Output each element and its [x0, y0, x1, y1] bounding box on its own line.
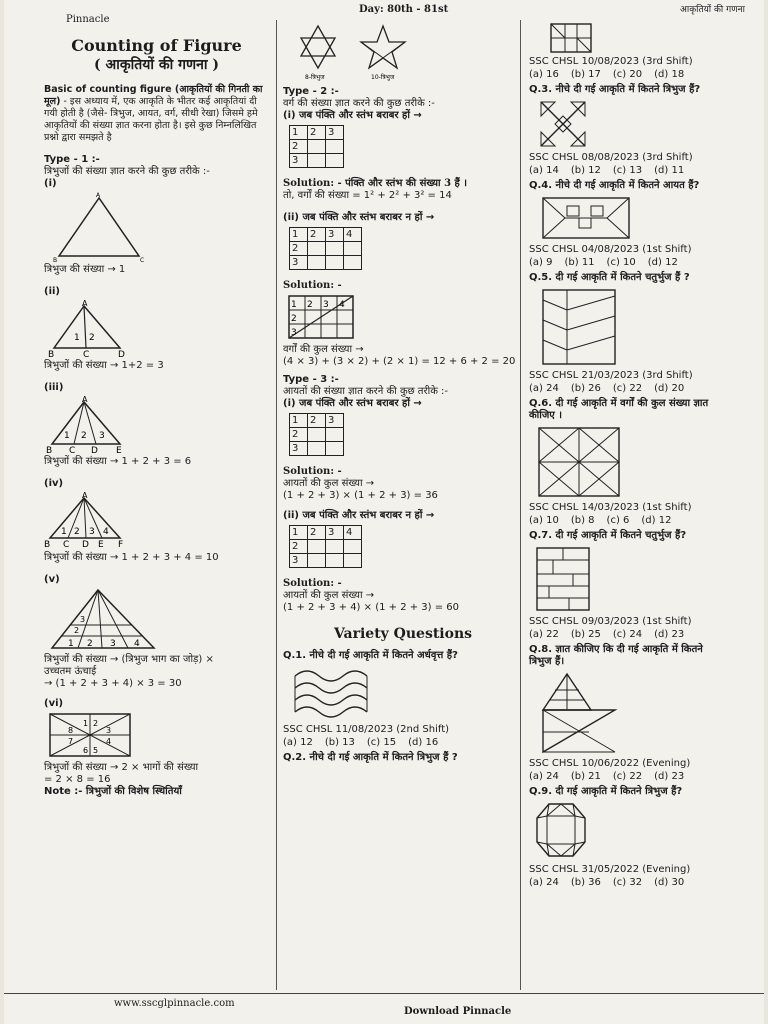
type1-heading: Type - 1 :- [44, 154, 100, 165]
type2-case-ii: (ii) जब पंक्ति और स्तंभ बराबर न हों → [283, 212, 435, 223]
q5-figure [529, 286, 649, 368]
svg-text:4: 4 [339, 300, 345, 310]
grid-4x3-diagonal [283, 294, 363, 342]
q8-option-d[interactable]: (d) 23 [654, 771, 685, 782]
part-label-2: 2 [74, 527, 80, 537]
page-footer [4, 993, 764, 1024]
part-label-7: 7 [68, 737, 74, 746]
q8-text-line1: Q.8. ज्ञात कीजिए कि दी गई आकृति में कितने [529, 644, 703, 655]
q7-option-c[interactable]: (c) 24 [612, 629, 643, 640]
q4-figure [529, 194, 649, 242]
q2-source: SSC CHSL 10/08/2023 (3rd Shift) [529, 56, 693, 67]
case-iii-label: (iii) [44, 382, 64, 393]
column-middle [276, 20, 523, 990]
q3-figure [529, 98, 609, 150]
q7-option-b[interactable]: (b) 25 [570, 629, 601, 640]
q2-option-d[interactable]: (d) 18 [654, 69, 685, 80]
part-label-4: 4 [106, 737, 112, 746]
q9-figure [529, 800, 649, 862]
q2-option-b[interactable]: (b) 17 [570, 69, 601, 80]
total-rect2-calc: (1 + 2 + 3 + 4) × (1 + 2 + 3) = 60 [283, 602, 460, 613]
svg-text:3: 3 [323, 300, 329, 310]
part-label-1: 1 [64, 431, 70, 441]
solution2-heading: Solution: - [283, 280, 342, 291]
q6-option-c[interactable]: (c) 6 [606, 515, 630, 526]
triangle-figure-v [44, 588, 174, 652]
type3-case-i: (i) जब पंक्ति और स्तंभ बराबर हों → [283, 398, 422, 409]
part-label-2: 2 [81, 431, 87, 441]
vertex-label-c: C [63, 540, 70, 550]
q2-options [529, 69, 764, 80]
q6-options [529, 515, 764, 526]
running-header: आकृतियों की गणना [680, 5, 745, 15]
star1-caption: 8-त्रिभुज [305, 74, 325, 81]
svg-text:3: 3 [291, 328, 297, 338]
q7-figure [529, 544, 649, 614]
q9-option-b[interactable]: (b) 36 [570, 877, 601, 888]
q6-source: SSC CHSL 14/03/2023 (1st Shift) [529, 502, 692, 513]
q9-option-a[interactable]: (a) 24 [529, 877, 559, 888]
intro-text: - इस अध्याय में, एक आकृति के भीतर कई आकृतियां दी गयी होती है (जैसे- त्रिभुज, आयत, वर्ग, सीधी रेखा) जिसमे हमे आकृतियों की संख्या ज्ञात करना होता है। इसे कुछ निम्नलिखित प्रश्नो द्वारा समझते है [44, 96, 258, 143]
q7-source: SSC CHSL 09/03/2023 (1st Shift) [529, 616, 692, 627]
case-v-label: (v) [44, 574, 60, 585]
q5-option-c[interactable]: (c) 22 [612, 383, 643, 394]
grid-3x3: 1 2 3 2 3 [289, 125, 344, 168]
case-ii-result: त्रिभुजों की संख्या → 1+2 = 3 [44, 360, 164, 371]
q9-options [529, 877, 764, 888]
type2-heading: Type - 2 :- [283, 86, 339, 97]
q7-option-a[interactable]: (a) 22 [529, 629, 559, 640]
q8-figure [529, 670, 649, 756]
q1-option-b[interactable]: (b) 13 [324, 737, 355, 748]
total-rect-label: आयतों की कुल संख्या → [283, 478, 375, 489]
part-label-1: 1 [74, 333, 80, 343]
q3-source: SSC CHSL 08/08/2023 (3rd Shift) [529, 152, 693, 163]
variety-heading: Variety Questions [333, 626, 473, 642]
q5-option-d[interactable]: (d) 20 [654, 383, 685, 394]
intro-paragraph [44, 84, 269, 144]
case-v-result-line2: उच्चतम ऊंचाई [44, 666, 97, 677]
footer-download: Download Pinnacle [404, 1006, 512, 1017]
q1-source: SSC CHSL 11/08/2023 (2nd Shift) [283, 724, 450, 735]
vertex-label-a: A [96, 192, 101, 199]
q1-semicircle-figure [283, 664, 393, 722]
brand-name: Pinnacle [66, 14, 110, 25]
part-label-2: 2 [87, 639, 93, 649]
vertex-label-c: C [140, 257, 145, 262]
q9-text: Q.9. दी गई आकृति में कितने त्रिभुज हैं? [529, 786, 683, 797]
q8-text-line2: त्रिभुज हैं। [529, 656, 565, 667]
q6-option-b[interactable]: (b) 8 [570, 515, 595, 526]
type3-case-ii: (ii) जब पंक्ति और स्तंभ बराबर न हों → [283, 510, 435, 521]
vertex-label-a: A [82, 300, 88, 308]
q8-source: SSC CHSL 10/06/2022 (Evening) [529, 758, 691, 769]
vertex-label-b: B [53, 257, 58, 262]
level-label-2: 2 [74, 626, 80, 635]
part-label-6: 6 [83, 746, 89, 755]
q4-options [529, 257, 764, 268]
q1-options [283, 737, 523, 748]
q4-option-d[interactable]: (d) 12 [647, 257, 678, 268]
q5-option-a[interactable]: (a) 24 [529, 383, 559, 394]
chapter-title-hindi: ( आकृतियों की गणना ) [94, 57, 219, 73]
q6-figure [529, 424, 649, 500]
q5-options [529, 383, 764, 394]
part-label-2: 2 [93, 719, 99, 728]
vertex-label-e: E [98, 540, 104, 550]
q8-option-c[interactable]: (c) 22 [612, 771, 643, 782]
type3-description: आयतों की संख्या ज्ञात करने की कुछ तरीके :- [283, 386, 449, 397]
q3-option-d[interactable]: (d) 11 [654, 165, 685, 176]
case-v-result-line1: त्रिभुजों की संख्या → (त्रिभुज भाग का जोड़) × [44, 654, 214, 665]
q3-option-b[interactable]: (b) 12 [570, 165, 601, 176]
q7-options [529, 629, 764, 640]
type2-case-i: (i) जब पंक्ति और स्तंभ बराबर हों → [283, 110, 422, 121]
solution3-heading: Solution: - [283, 466, 342, 477]
type1-description: त्रिभुजों की संख्या ज्ञात करने की कुछ तरीके :- [44, 166, 210, 177]
q5-option-b[interactable]: (b) 26 [570, 383, 601, 394]
q3-text: Q.3. नीचे दी गई आकृति में कितने त्रिभुज हैं? [529, 84, 701, 95]
vertex-label-b: B [44, 540, 51, 550]
q9-option-d[interactable]: (d) 30 [654, 877, 685, 888]
q1-option-a[interactable]: (a) 12 [283, 737, 313, 748]
vertex-label-d: D [118, 350, 125, 358]
total-rect-calc: (1 + 2 + 3) × (1 + 2 + 3) = 36 [283, 490, 438, 501]
day-label: Day: 80th - 81st [359, 4, 449, 15]
solution4-heading: Solution: - [283, 578, 342, 589]
rectangle-figure-vi [44, 712, 164, 760]
q1-text: Q.1. नीचे दी गई आकृति में कितने अर्धवृत्त हैं? [283, 650, 458, 661]
total-squares-label: वर्गों की कुल संख्या → [283, 344, 364, 355]
textbook-page [4, 0, 764, 1024]
case-v-result-line3: → (1 + 2 + 3 + 4) × 3 = 30 [44, 678, 182, 689]
total-rect2-label: आयतों की कुल संख्या → [283, 590, 375, 601]
q3-option-c[interactable]: (c) 13 [612, 165, 643, 176]
q6-text-line2: कीजिए । [529, 410, 563, 421]
level-label-3: 3 [80, 615, 86, 624]
q7-option-d[interactable]: (d) 23 [654, 629, 685, 640]
star-figures [283, 22, 423, 84]
vertex-label-d: D [82, 540, 89, 550]
vertex-label-c: C [83, 350, 90, 358]
type3-heading: Type - 3 :- [283, 374, 339, 385]
case-vi-result-line1: त्रिभुजों की संख्या → 2 × भागों की संख्या [44, 762, 199, 773]
star2-caption: 10-त्रिभुज [371, 74, 395, 81]
column-right [520, 20, 764, 990]
q4-option-c[interactable]: (c) 10 [606, 257, 636, 268]
part-label-3: 3 [99, 431, 105, 441]
vertex-label-b: B [48, 350, 55, 358]
part-label-3: 3 [106, 726, 112, 735]
case-iv-label: (iv) [44, 478, 64, 489]
grid-4x3: 1 2 3 4 2 3 [289, 227, 362, 270]
case-vi-result-line2: = 2 × 8 = 16 [44, 774, 111, 785]
part-label-3: 3 [89, 527, 95, 537]
vertex-label-f: F [118, 540, 124, 550]
chapter-title: Counting of Figure [71, 36, 242, 55]
svg-text:1: 1 [291, 300, 297, 310]
q6-text-line1: Q.6. दी गई आकृति में वर्गों की कुल संख्या ज्ञात [529, 398, 709, 409]
column-left [44, 20, 269, 990]
vertex-label-b: B [46, 446, 53, 454]
case-ii-label: (ii) [44, 286, 60, 297]
q2-text: Q.2. नीचे दी गई आकृति में कितने त्रिभुज हैं ? [283, 752, 458, 763]
q7-text: Q.7. दी गई आकृति में कितने चतुर्भुज हैं? [529, 530, 687, 541]
part-label-1: 1 [68, 639, 74, 649]
solution1-line2: तो, वर्गों की संख्या = 1² + 2² + 3² = 14 [283, 190, 452, 201]
q2-option-c[interactable]: (c) 20 [612, 69, 643, 80]
vertex-label-c: C [69, 446, 76, 454]
total-squares-calc: (4 × 3) + (3 × 2) + (2 × 1) = 12 + 6 + 2 = 20 [283, 356, 516, 367]
triangle-figure-iv [44, 492, 164, 550]
case-i-result: त्रिभुज की संख्या → 1 [44, 264, 126, 275]
q4-text: Q.4. नीचे दी गई आकृति में कितने आयत हैं? [529, 180, 700, 191]
part-label-4: 4 [134, 639, 140, 649]
q5-source: SSC CHSL 21/03/2023 (3rd Shift) [529, 370, 693, 381]
intro-heading: Basic of counting figure (आकृतियों की गिनती का मूल) [44, 84, 263, 107]
case-iii-result: त्रिभुजों की संख्या → 1 + 2 + 3 = 6 [44, 456, 192, 467]
q4-option-b[interactable]: (b) 11 [564, 257, 595, 268]
q9-option-c[interactable]: (c) 32 [612, 877, 643, 888]
case-vi-label: (vi) [44, 698, 64, 709]
triangle-figure-ii [44, 300, 164, 358]
part-label-2: 2 [89, 333, 95, 343]
grid-3x3-rect: 1 2 3 2 3 [289, 413, 344, 456]
part-label-3: 3 [110, 639, 116, 649]
case-i-label: (i) [44, 178, 57, 189]
q4-source: SSC CHSL 04/08/2023 (1st Shift) [529, 244, 692, 255]
q6-option-d[interactable]: (d) 12 [641, 515, 672, 526]
q8-option-b[interactable]: (b) 21 [570, 771, 601, 782]
q4-option-a[interactable]: (a) 9 [529, 257, 553, 268]
part-label-4: 4 [103, 527, 109, 537]
part-label-5: 5 [93, 746, 99, 755]
q3-options [529, 165, 764, 176]
triangle-figure-i [44, 192, 164, 262]
svg-text:2: 2 [291, 314, 297, 324]
q2-option-a[interactable]: (a) 16 [529, 69, 559, 80]
q8-option-a[interactable]: (a) 24 [529, 771, 559, 782]
case-iv-result: त्रिभुजों की संख्या → 1 + 2 + 3 + 4 = 10 [44, 552, 219, 563]
note-heading: Note :- त्रिभुजों की विशेष स्थितियाँ [44, 786, 182, 797]
type2-description: वर्ग की संख्या ज्ञात करने की कुछ तरीके :- [283, 98, 435, 109]
triangle-figure-iii [44, 396, 164, 454]
vertex-label-a: A [82, 492, 88, 500]
q1-option-c[interactable]: (c) 15 [366, 737, 397, 748]
q2-figure [529, 22, 609, 54]
part-label-8: 8 [68, 726, 74, 735]
q8-options [529, 771, 764, 782]
q5-text: Q.5. दी गई आकृति में कितने चतुर्भुज हैं ? [529, 272, 690, 283]
part-label-1: 1 [61, 527, 67, 537]
svg-text:2: 2 [307, 300, 313, 310]
vertex-label-d: D [91, 446, 98, 454]
footer-url[interactable]: www.sscglpinnacle.com [114, 998, 235, 1009]
q1-option-d[interactable]: (d) 16 [408, 737, 439, 748]
solution1-line1: Solution: - पंक्ति और स्तंभ की संख्या 3 हैं । [283, 178, 468, 189]
part-label-1: 1 [83, 719, 89, 728]
vertex-label-e: E [116, 446, 122, 454]
q3-option-a[interactable]: (a) 14 [529, 165, 559, 176]
vertex-label-a: A [82, 396, 88, 404]
grid-4x3-rect: 1 2 3 4 2 3 [289, 525, 362, 568]
q6-option-a[interactable]: (a) 10 [529, 515, 559, 526]
q9-source: SSC CHSL 31/05/2022 (Evening) [529, 864, 691, 875]
